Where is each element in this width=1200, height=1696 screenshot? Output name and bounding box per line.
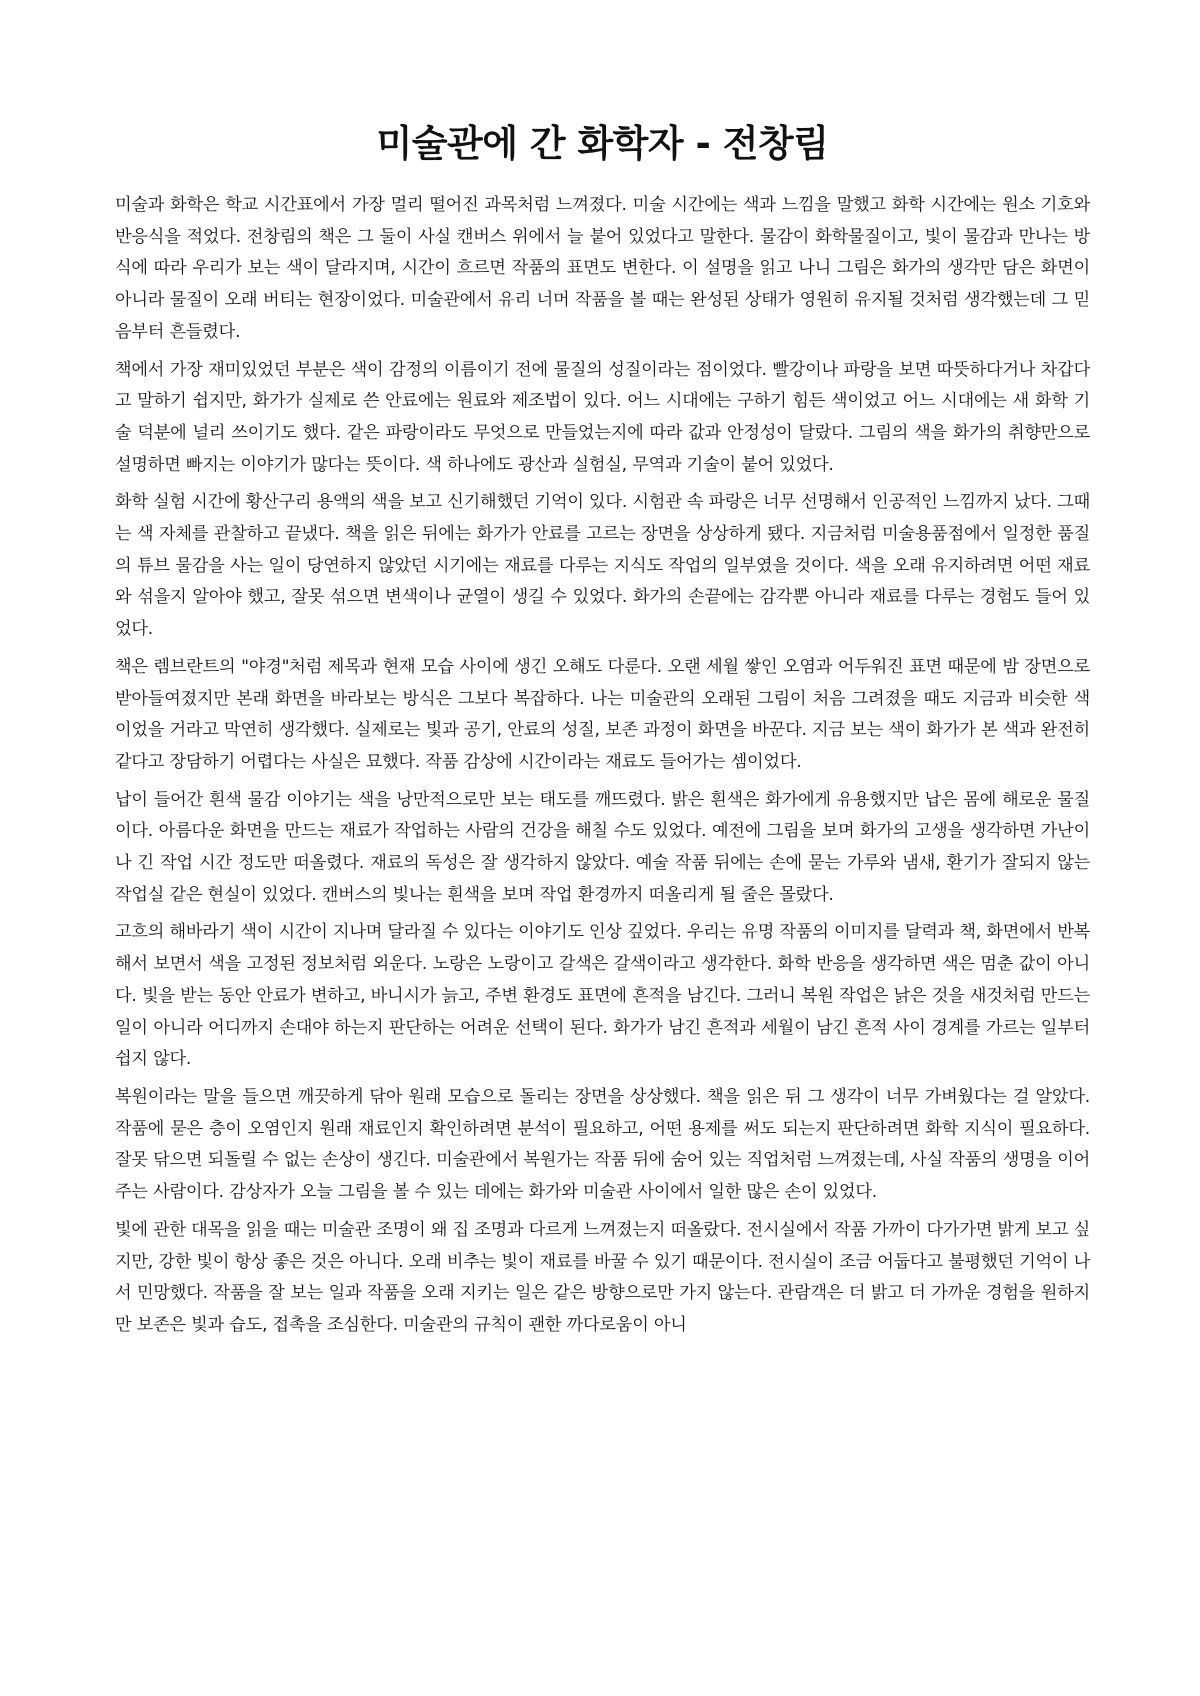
paragraph: 책에서 가장 재미있었던 부분은 색이 감정의 이름이기 전에 물질의 성질이라는 점이었다. 빨강이나 파랑을 보면 따뜻하다거나 차갑다고 말하기 쉽지만, 화가가 실제로 쓴 안료에는 원료와 제조법이 있다. 어느 시대에는 구하기 힘든 색이었고 어느 시대에는 새 화학 기술 덕분에 널리 쓰이기도 했다. 같은 파랑이라도 무엇으로 만들었는지에 따라 값과 안정성이 달랐다. 그림의 색을 화가의 취향만으로 설명하면 빠지는 이야기가 많다는 뜻이다. 색 하나에도 광산과 실험실, 무역과 기술이 붙어 있었다.: [115, 359, 1090, 475]
paragraph: 납이 들어간 흰색 물감 이야기는 색을 낭만적으로만 보는 태도를 깨뜨렸다. 밝은 흰색은 화가에게 유용했지만 납은 몸에 해로운 물질이다. 아름다운 화면을 만드는 재료가 작업하는 사람의 건강을 해칠 수도 있었다. 예전에 그림을 보며 화가의 고생을 생각하면 가난이나 긴 작업 시간 정도만 떠올렸다. 재료의 독성은 잘 생각하지 않았다. 예술 작품 뒤에는 손에 묻는 가루와 냄새, 환기가 잘되지 않는 작업실 같은 현실이 있었다. 캔버스의 빛나는 흰색을 보며 작업 환경까지 떠올리게 될 줄은 몰랐다.: [115, 789, 1090, 905]
paragraph: 화학 실험 시간에 황산구리 용액의 색을 보고 신기해했던 기억이 있다. 시험관 속 파랑은 너무 선명해서 인공적인 느낌까지 났다. 그때는 색 자체를 관찰하고 끝냈다. 책을 읽은 뒤에는 화가가 안료를 고르는 장면을 상상하게 됐다. 지금처럼 미술용품점에서 일정한 품질의 튜브 물감을 사는 일이 당연하지 않았던 시기에는 재료를 다루는 지식도 작업의 일부였을 것이다. 색을 오래 유지하려면 어떤 재료와 섞을지 알아야 했고, 잘못 섞으면 변색이나 균열이 생길 수 있었다. 화가의 손끝에는 감각뿐 아니라 재료를 다루는 경험도 들어 있었다.: [115, 492, 1090, 640]
paragraph: 복원이라는 말을 들으면 깨끗하게 닦아 원래 모습으로 돌리는 장면을 상상했다. 책을 읽은 뒤 그 생각이 너무 가벼웠다는 걸 알았다. 작품에 묻은 층이 오염인지 원래 재료인지 확인하려면 분석이 필요하고, 어떤 용제를 써도 되는지 판단하려면 화학 지식이 필요하다. 잘못 닦으면 되돌릴 수 없는 손상이 생긴다. 미술관에서 복원가는 작품 뒤에 숨어 있는 직업처럼 느껴졌는데, 사실 작품의 생명을 이어 주는 사람이다. 감상자가 오늘 그림을 볼 수 있는 데에는 화가와 미술관 사이에서 일한 많은 손이 있었다.: [115, 1086, 1090, 1203]
document-body: [115, 190, 1090, 1342]
paragraph: 미술과 화학은 학교 시간표에서 가장 멀리 떨어진 과목처럼 느껴졌다. 미술 시간에는 색과 느낌을 말했고 화학 시간에는 원소 기호와 반응식을 적었다. 전창림의 책은 그 둘이 사실 캔버스 위에서 늘 붙어 있었다고 말한다. 물감이 화학물질이고, 빛이 물감과 만나는 방식에 따라 우리가 보는 색이 달라지며, 시간이 흐르면 작품의 표면도 변한다. 이 설명을 읽고 나니 그림은 화가의 생각만 담은 화면이 아니라 물질이 오래 버티는 현장이었다. 미술관에서 유리 너머 작품을 볼 때는 완성된 상태가 영원히 유지될 것처럼 생각했는데 그 믿음부터 흔들렸다.: [115, 195, 1090, 342]
paragraph: 고흐의 해바라기 색이 시간이 지나며 달라질 수 있다는 이야기도 인상 깊었다. 우리는 유명 작품의 이미지를 달력과 책, 화면에서 반복해서 보면서 색을 고정된 정보처럼 외운다. 노랑은 노랑이고 갈색은 갈색이라고 생각한다. 화학 반응을 생각하면 색은 멈춘 값이 아니다. 빛을 받는 동안 안료가 변하고, 바니시가 늙고, 주변 환경도 표면에 흔적을 남긴다. 그러니 복원 작업은 낡은 것을 새것처럼 만드는 일이 아니라 어디까지 손대야 하는지 판단하는 어려운 선택이 된다. 화가가 남긴 흔적과 세월이 남긴 흔적 사이 경계를 가르는 일부터 쉽지 않다.: [115, 922, 1090, 1070]
paragraph: 책은 렘브란트의 "야경"처럼 제목과 현재 모습 사이에 생긴 오해도 다룬다. 오랜 세월 쌓인 오염과 어두워진 표면 때문에 밤 장면으로 받아들여졌지만 본래 화면을 바라보는 방식은 그보다 복잡하다. 나는 미술관의 오래된 그림이 처음 그려졌을 때도 지금과 비슷한 색이었을 거라고 막연히 생각했다. 실제로는 빛과 공기, 안료의 성질, 보존 과정이 화면을 바꾼다. 지금 보는 색이 화가가 본 색과 완전히 같다고 장담하기 어렵다는 사실은 묘했다. 작품 감상에 시간이라는 재료도 들어가는 셈이었다.: [115, 656, 1090, 772]
paragraph: 빛에 관한 대목을 읽을 때는 미술관 조명이 왜 집 조명과 다르게 느껴졌는지 떠올랐다. 전시실에서 작품 가까이 다가가면 밝게 보고 싶지만, 강한 빛이 항상 좋은 것은 아니다. 오래 비추는 빛이 재료를 바꿀 수 있기 때문이다. 전시실이 조금 어둡다고 불평했던 기억이 나서 민망했다. 작품을 잘 보는 일과 작품을 오래 지키는 일은 같은 방향으로만 가지 않는다. 관람객은 더 밝고 더 가까운 경험을 원하지만 보존은 빛과 습도, 접촉을 조심한다. 미술관의 규칙이 괜한 까다로움이 아니: [115, 1219, 1090, 1335]
document-title: 미술관에 간 화학자 - 전창림: [376, 122, 829, 165]
